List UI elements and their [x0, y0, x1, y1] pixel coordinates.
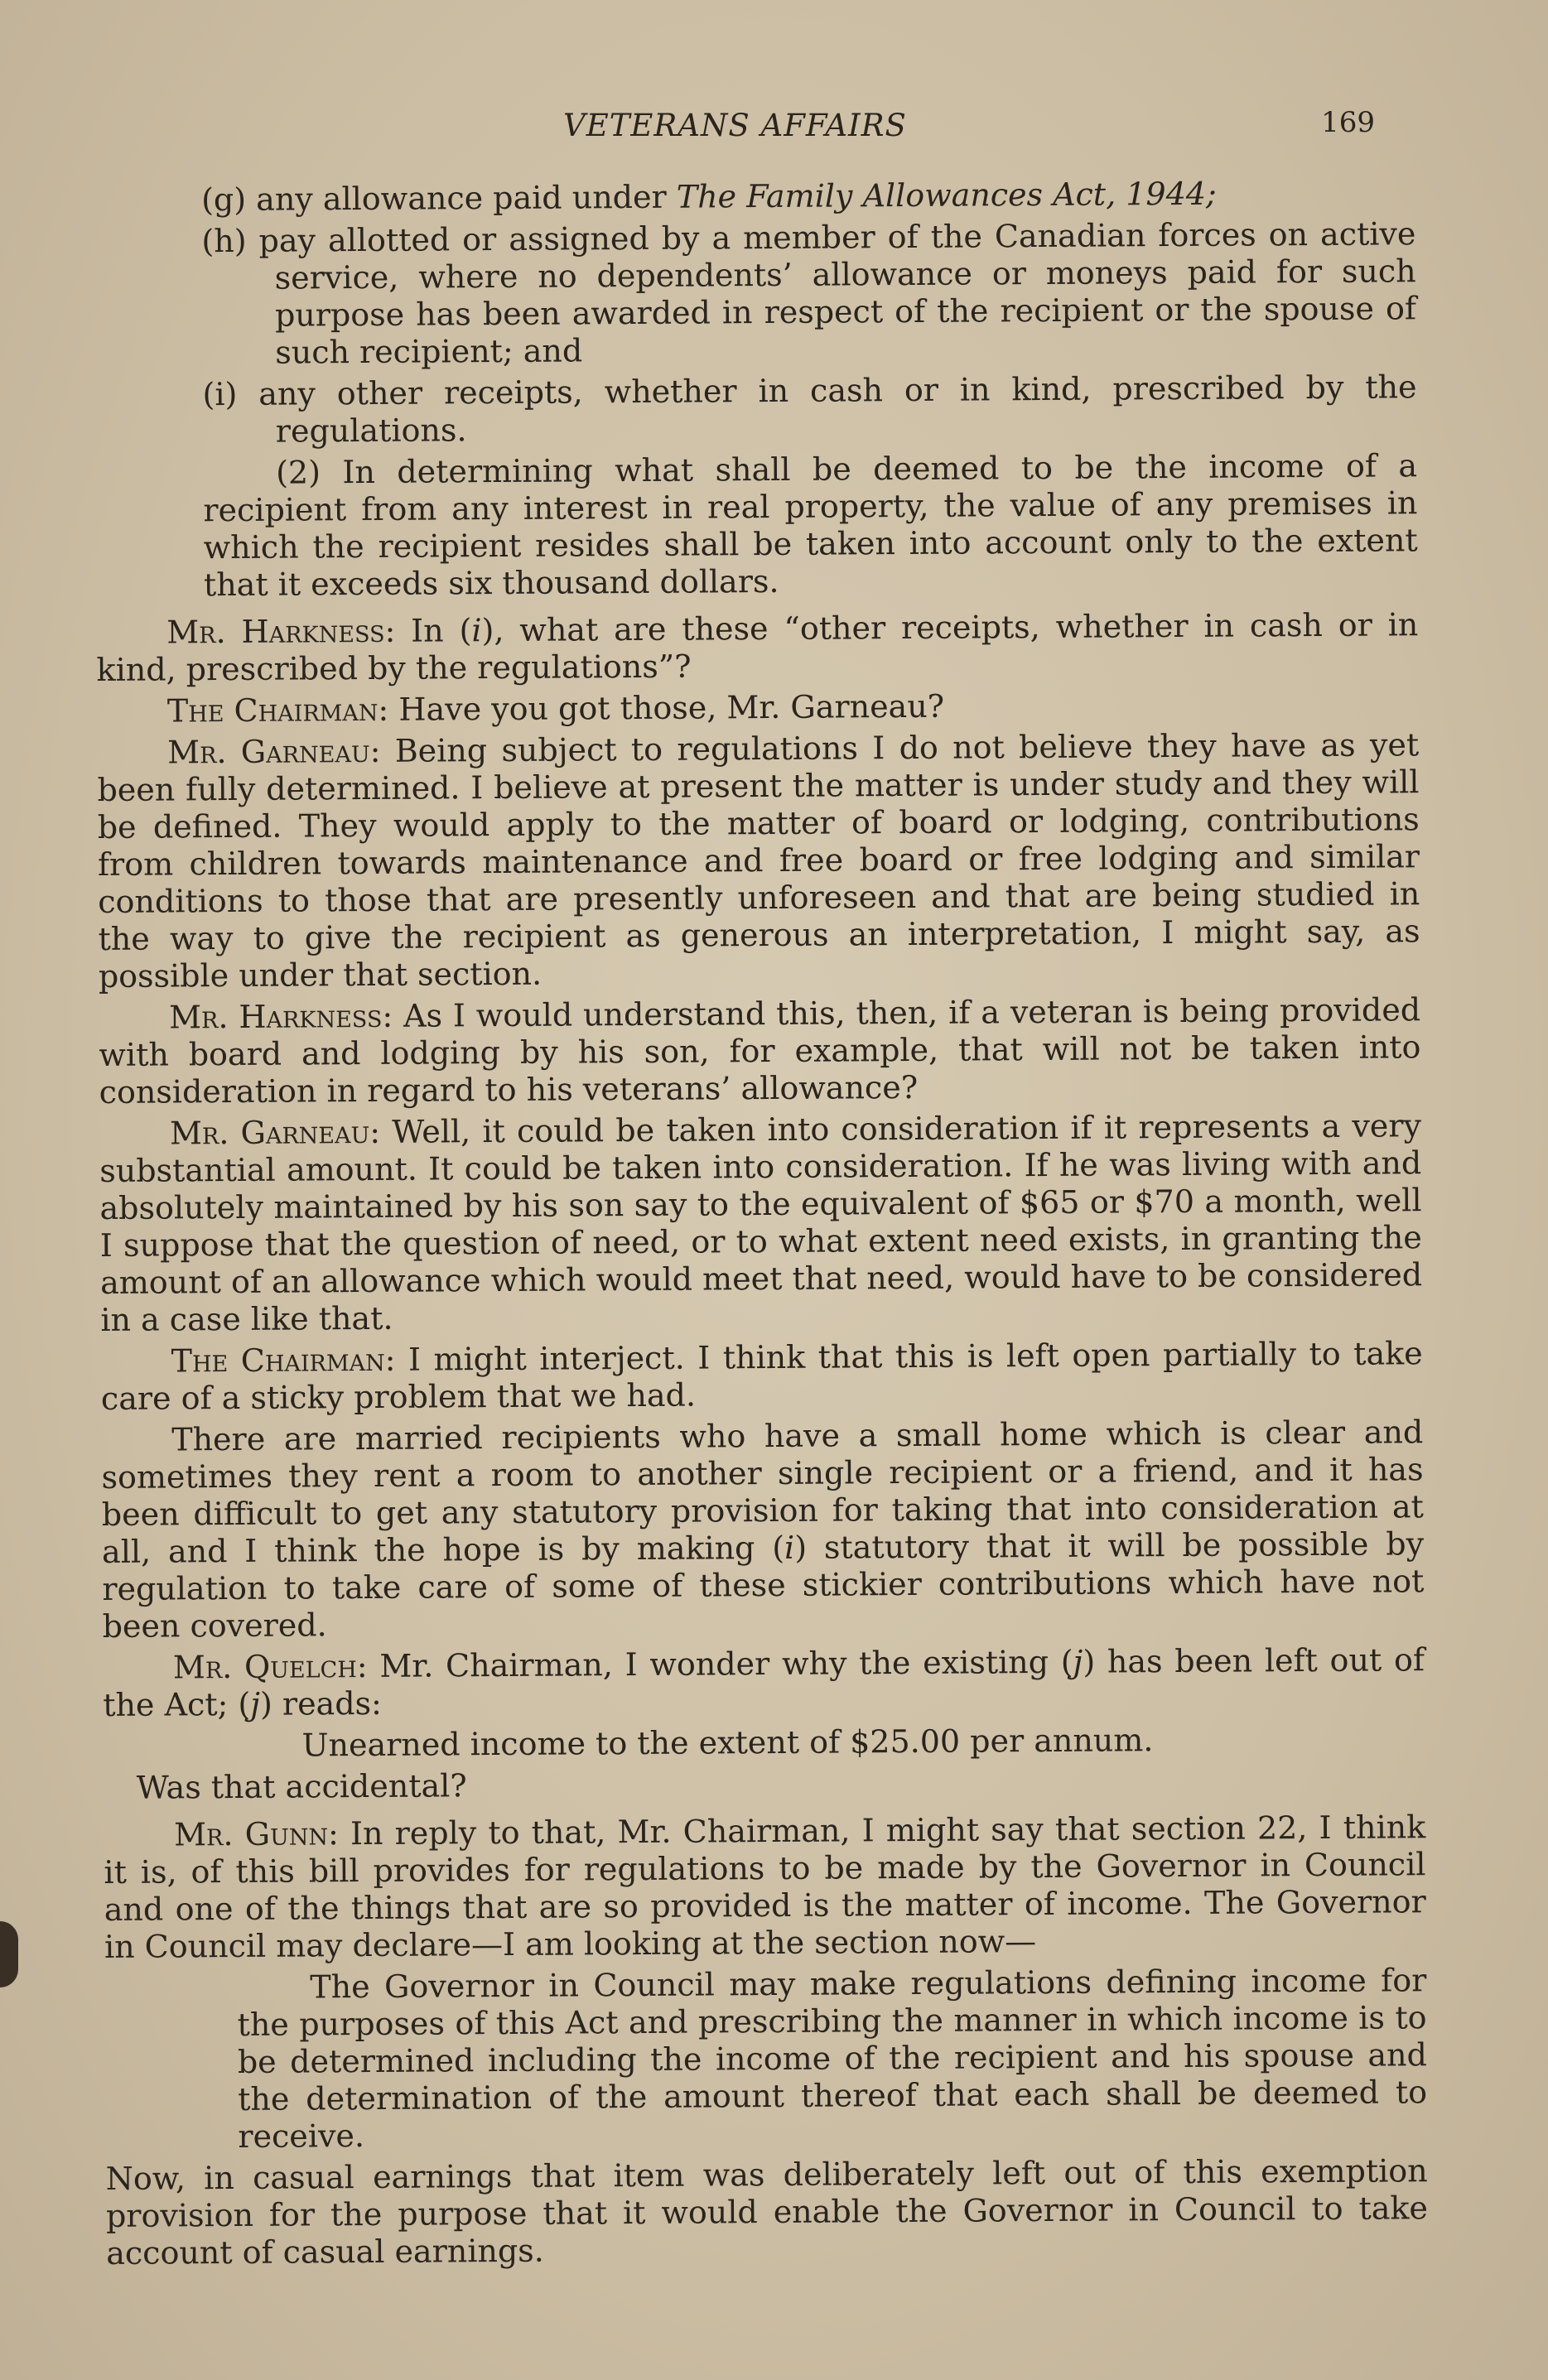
speaker: The Chairman: [166, 691, 389, 730]
paragraph-closing: Now, in casual earnings that item was deliberately left out of this exemption provision for the purpose that it would enable the Governor in Council to take account of casual earnings. [105, 2152, 1429, 2272]
paragraph-garneau-1: Mr. Garneau: Being subject to regulations I do not believe they have as yet been fully determined. I believe at present the matter is under study and they will be defined. They would apply to the matter of board or lodging, contributions from children towards maintenance and free board or free lodging and similar conditions to those that are presently unforeseen and that are being studied in the way to give the recipient as generous an interpretation, I might say, as possible under that section. [97, 726, 1420, 995]
paragraph-chairman-1: The Chairman: Have you got those, Mr. Garneau? [166, 687, 945, 730]
speaker: Mr. Garneau: [169, 1113, 381, 1152]
speaker: Mr. Quelch: [172, 1648, 368, 1686]
page-number: 169 [1321, 106, 1375, 139]
clause-h: (h) pay allotted or assigned by a member of the Canadian forces on active service, where no dependents’ allowance or moneys paid for such purpose has been awarded in respect of the recipient or the spouse of such recipient; and [201, 215, 1417, 371]
speaker: Mr. Gunn: [174, 1815, 339, 1853]
paragraph-chairman-continued: There are married recipients who have a small home which is clear and sometimes they rent a room to another single recipient or a friend, and it has been difficult to get any statutory provision for taking that into consideration at all, and I think the hope is by making (i) statutory that it will be possible by regulation to take care of some of these stickier contributions which have not been covered. [101, 1414, 1425, 1645]
speaker: Mr. Garneau: [167, 732, 381, 771]
speaker: Mr. Harkness: [166, 612, 396, 651]
quote-unearned-income: Unearned income to the extent of $25.00 per annum. [301, 1722, 1154, 1764]
speaker: Mr. Harkness: [169, 997, 393, 1036]
paragraph-gunn: Mr. Gunn: In reply to that, Mr. Chairman, I might say that section 22, I think it is, of this bill provides for regulations to be made by the Governor in Council and one of the things that are so provided is the matter of income. The Governor in Council may declare—I am looking at the section now— [104, 1809, 1426, 1965]
binding-mark [0, 1921, 18, 1987]
speaker: The Chairman: [171, 1341, 396, 1380]
running-title: VETERANS AFFAIRS [563, 108, 907, 143]
running-header [530, 106, 1375, 156]
paragraph-harkness-1: Mr. Harkness: In (i), what are these “other receipts, whether in cash or in kind, prescribed by the regulations”? [96, 606, 1419, 688]
paragraph-chairman-2: The Chairman: I might interject. I think that this is left open partially to take care of a sticky problem that we had. [100, 1335, 1423, 1417]
paragraph-garneau-2: Mr. Garneau: Well, it could be taken into consideration if it represents a very substantial amount. It could be taken into consideration. If he was living with and absolutely maintained by his son say to the equivalent of $65 or $70 a month, well I suppose that the question of need, or to what extent need exists, in granting the amount of an allowance which would meet that need, would have to be considered in a case like that. [99, 1107, 1423, 1338]
paragraph-quelch: Mr. Quelch: Mr. Chairman, I wonder why the existing (j) has been left out of the Act; (j) reads: [103, 1641, 1425, 1723]
clause-g: (g) any allowance paid under The Family Allowances Act, 1944; [200, 175, 1217, 219]
subsection-2: (2) In determining what shall be deemed to be the income of a recipient from any interest in real property, the value of any premises in which the recipient resides shall be taken into account only to the extent that it exceeds six thousand dollars. [203, 447, 1418, 604]
paragraph-harkness-2: Mr. Harkness: As I would understand this, then, if a veteran is being provided with board and lodging by his son, for example, that will not be taken into consideration in regard to his veterans’ allowance? [99, 991, 1421, 1111]
question-accidental: Was that accidental? [136, 1767, 467, 1806]
body-text [94, 174, 1428, 2276]
quote-governor-regulations: The Governor in Council may make regulations defining income for the purposes of this Act and prescribing the manner in which income is to be determined including the income of the recipient and his spouse and the determination of the amount thereof that each shall be deemed to receive. [237, 1962, 1428, 2155]
clause-i: (i) any other receipts, whether in cash or in kind, prescribed by the regulations. [202, 369, 1417, 450]
